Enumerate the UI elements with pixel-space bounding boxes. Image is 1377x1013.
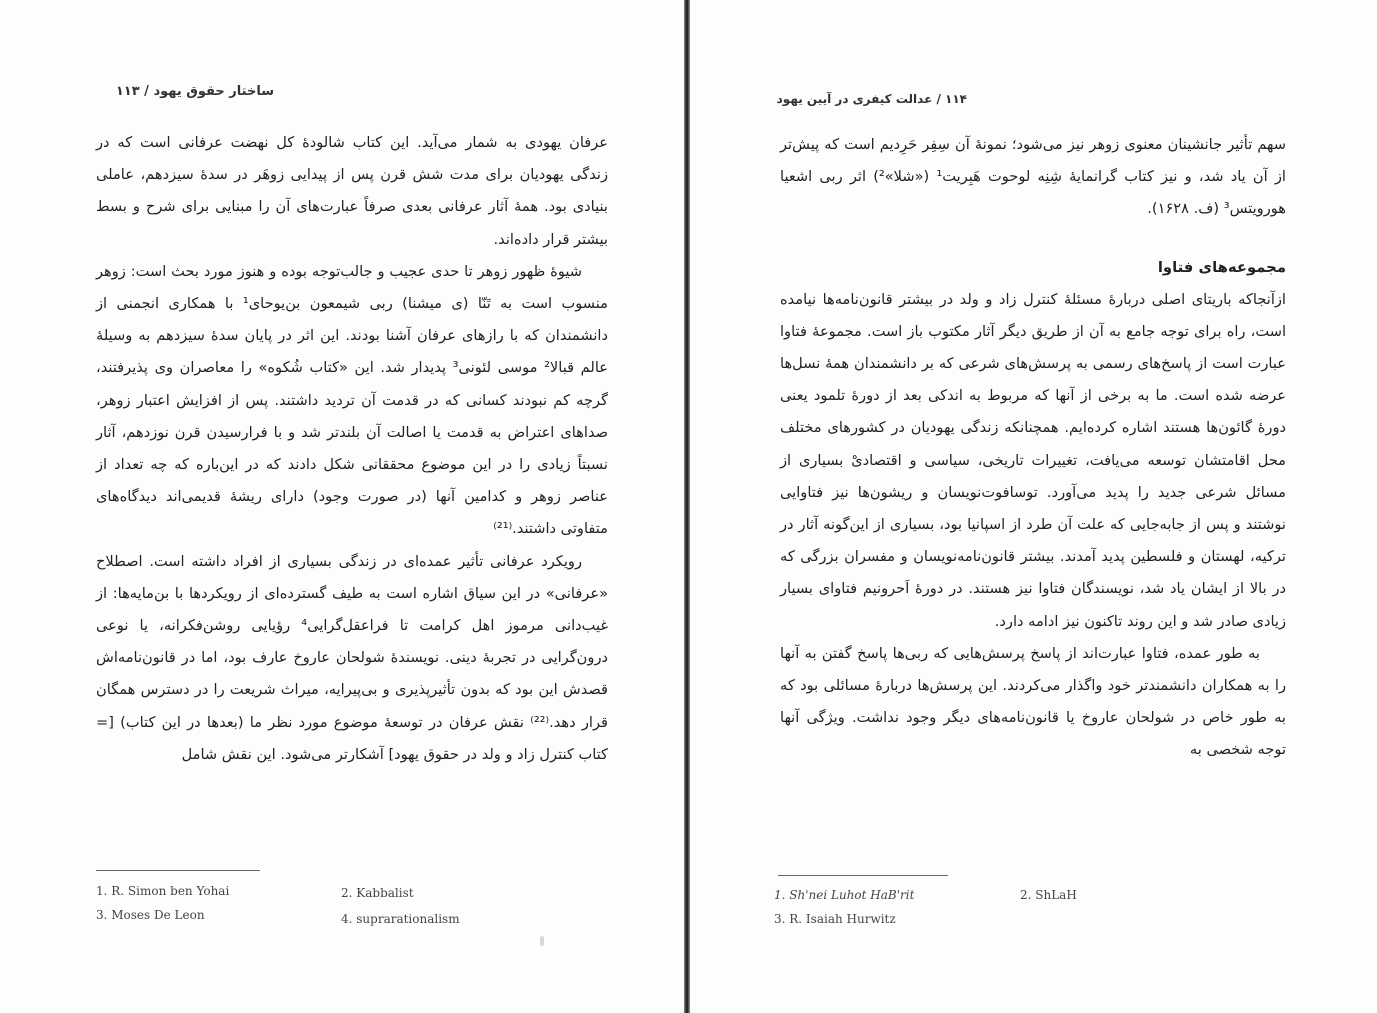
right-running-head: ۱۱۴ / عدالت کیفری در آیین یهود: [776, 92, 967, 106]
right-footnote-3: 3. R. Isaiah Hurwitz: [774, 912, 896, 926]
left-paragraph-1: عرفان یهودی به شمار می‌آید. این کتاب شالودهٔ کل نهضت عرفانی است که در زندگی یهودیان برای مدت شش قرن پس از پیدایی زوهَر در سدهٔ سیزدهم، عاملی بنیادی بود. همهٔ آثار عرفانی بعدی صرفاً عبارت‌های آن را مبنایی برای شرح و بسط بیشتر قرار داده‌اند.: [96, 134, 608, 248]
page-mark: [540, 936, 544, 946]
left-page-body: [96, 127, 608, 771]
right-paragraph-1: ازآنجاکه باریتای اصلی دربارهٔ مسئلهٔ کنترل زاد و ولد در بیشتر قانون‌نامه‌ها نیامده است، راه برای توجه جامع به آن از طریق دیگر آثار مکتوب باز است. مجموعهٔ فتاوا عبارت است از پاسخ‌های رسمی به پرسش‌های شرعی که بر دانشمندان همهٔ نسل‌ها عرضه شده است. ما به برخی از آنها که مربوط به اندکی بعد از دورهٔ تلمود یعنی دورهٔ گائون‌ها هستند اشاره کرده‌ایم. همچنانکه زندگی یهودیان در کشورهای مختلف محل اقامتشان توسعه می‌یافت، تغییرات تاریخی، سیاسی و اقتصادیْ بسیاری از مسائل شرعی جدید را پدید می‌آورد. توسافوت‌نویسان و ریشون‌ها نیز فتاوایی نوشتند و پس از جابه‌جایی که علت آن طرد از اسپانیا بود، بسیاری از این‌گونه آثار در ترکیه، لهستان و فلسطین پدید آمدند. بیشتر قانون‌نامه‌نویسان و مفسران بزرگی که در بالا از ایشان یاد شد، نویسندگان فتاوا نیز هستند. در دورهٔ اَحرونیم فتاوای بسیار زیادی صادر شد و این روند تاکنون نیز ادامه دارد.: [780, 290, 1286, 630]
left-footnote-1: 1. R. Simon ben Yohai: [96, 884, 230, 898]
left-paragraph-2: شیوهٔ ظهور زوهر تا حدی عجیب و جالب‌توجه بوده و هنوز مورد بحث است: زوهر منسوب است به تَنّا (ی میشنا) ربی شیمعون بن‌یوحای¹ با همکاری انجمنی از دانشمندان که با رازهای عرفان آشنا بودند. این اثر در پایان سدهٔ سیزدهم به وسیلهٔ عالم قبالا² موسی لئونی³ پدیدار شد. این «کتاب شُکوه» را معاصران وی پذیرفتند، گرچه کم نبودند کسانی که در قدمت آن تردید داشتند. پس از افزایش اعتبار زوهر، صداهای اعتراض به قدمت یا اصالت آن بلندتر شد و با فرارسیدن قرن نوزدهم، آثار نسبتاً زیادی را در این موضوع محققانی شکل دادند که در این‌باره که چه تعداد از عناصر زوهر و کدامین آنها (در صورت وجود) دارای ریشهٔ قدیمی‌اند دیدگاه‌های متفاوتی داشتند.⁽²¹⁾: [96, 262, 608, 538]
right-paragraph-2: به طور عمده، فتاوا عبارت‌اند از پاسخ پرسش‌هایی که ربی‌ها پاسخ گفتن به آنها را به همکاران دانشمندتر خود واگذار می‌کردند. این پرسش‌ها دربارهٔ مسائلی بود که به طور خاص در شولحان عاروخ یا قانون‌نامه‌های دیگر وجود نداشت. ویژگی آنها توجه شخصی به: [780, 644, 1286, 759]
right-page: [690, 0, 1377, 1013]
right-intro-paragraph: سهم تأثیر جانشینان معنوی زوهر نیز می‌شود؛ نمونهٔ آن سِفِر حَرِدیم است که پیش‌تر از آن یاد شد، و نیز کتاب گرانمایهٔ شِنِه لوحوت هَبِریت¹ («شلا»²) اثر ربی اشعیا هورویتس³ (ف. ۱۶۲۸).: [780, 136, 1286, 218]
left-page: [0, 0, 686, 1013]
left-running-head: ساختار حقوق یهود / ۱۱۳: [115, 84, 274, 99]
left-footnote-3: 3. Moses De Leon: [96, 908, 205, 922]
section-heading: مجموعه‌های فتاوا: [1157, 258, 1286, 276]
left-footnote-4: 4. suprarationalism: [341, 912, 460, 926]
left-footnote-2: 2. Kabbalist: [341, 886, 414, 900]
left-paragraph-3: رویکرد عرفانی تأثیر عمده‌ای در زندگی بسیاری از افراد داشته است. اصطلاح «عرفانی» در این سیاق اشاره است به طیف گسترده‌ای از رویکردها با بن‌مایه‌ها: از غیب‌دانی مرموز اهل کرامت تا فراعقل‌گرایی⁴ رؤیایی روشن‌فکرانه، یا نوعی درون‌گرایی در تجربهٔ دینی. نویسندهٔ شولحان عاروخ عارف بود، اما در قانون‌نامه‌اش قصدش این بود که بدون تأثیرپذیری و بی‌پیرایه، میراث شریعت را در دسترس همگان قرار دهد.⁽²²⁾ نقش عرفان در توسعهٔ موضوع مورد نظر ما (بعدها در این کتاب) [= کتاب کنترل زاد و ولد در حقوق یهود] آشکارتر می‌شود. این نقش شامل: [96, 552, 608, 763]
left-footnote-rule: [96, 870, 260, 871]
right-footnote-1: 1. Sh'nei Luhot HaB'rit: [774, 888, 915, 902]
right-footnote-rule: [778, 875, 948, 876]
right-page-body: [780, 129, 1286, 767]
right-footnote-2: 2. ShLaH: [1020, 888, 1077, 902]
